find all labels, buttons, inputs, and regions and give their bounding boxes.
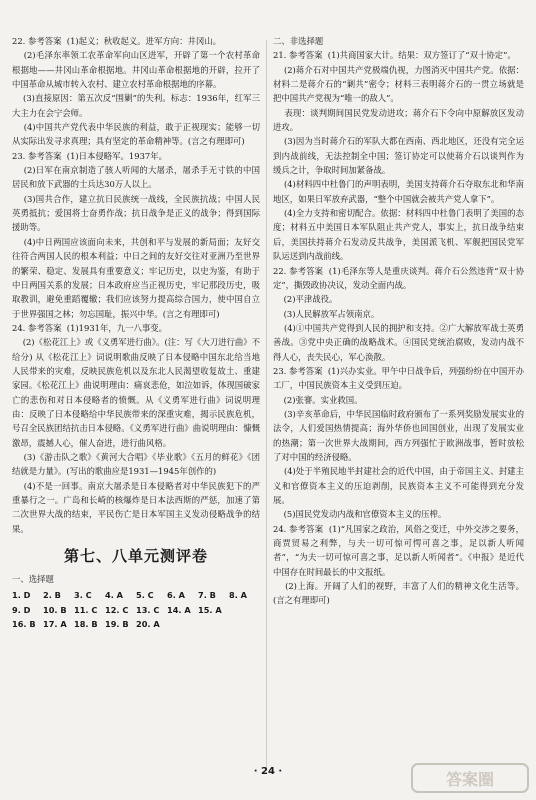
answer-paragraph: (3)辛亥革命后，中华民国临时政府颁布了一系列奖励发展实业的法令，人们爱国热情提高；海外华侨也回国创业，出现了发展实业的热潮；第一次世界大战期间，西方列强忙于欧洲战事，暂时放松了对中国的经济侵略。: [273, 408, 524, 462]
answer-paragraph: 23. 参考答案 (1)日本侵略军。1937年。: [12, 150, 167, 161]
choice-answer: 20. A: [136, 619, 160, 630]
choice-answer: 8. A: [229, 590, 247, 601]
answer-paragraph: (5)国民党发动内战和官僚资本主义的压榨。: [273, 509, 447, 520]
choice-answer: 6. A: [167, 590, 185, 601]
choice-answer: 5. C: [136, 590, 154, 601]
answer-paragraph: (4)不是一回事。南京大屠杀是日本侵略者对中华民族犯下的严重暴行之一。广岛和长崎的核爆炸是日本法西斯的严惩，加速了第二次世界大战的结束，平民伤亡是日本军国主义发动侵略战争的结果。: [12, 480, 260, 534]
answer-paragraph: (2)张謇。实业救国。: [273, 394, 363, 405]
choice-answer: 16. B: [12, 619, 36, 630]
answer-paragraph: (2)毛泽东率领工农革命军向山区进军，开辟了第一个农村革命根据地——井冈山革命根据地。井冈山革命根据地的开辟，拉开了中国革命从城市转入农村、建立农村革命根据地的序幕。: [12, 50, 260, 90]
watermark-text: 答案圈: [445, 770, 495, 789]
answer-paragraph: (4)中国共产党代表中华民族的利益，敢于正视现实；能够一切从实际出发寻求真理；具有坚定的革命精神等。(言之有理即可): [12, 122, 260, 147]
choice-answer: 3. C: [74, 590, 92, 601]
answer-paragraph: 24. 参考答案 (1)“凡国家之政治，风俗之变迁，中外交涉之要务，商贾贸易之利弊，与夫一切可惊可愕可喜之事，足以新人听闻者”，“为夫一切可惊可喜之事，足以新人听闻者”。《申报》是近代中国存在时间最长的中文报纸。: [273, 523, 524, 577]
answer-paragraph: (2)上海。开阔了人们的视野，丰富了人们的精神文化生活等。(言之有理即可): [273, 581, 524, 606]
choice-answer: 1. D: [12, 590, 31, 601]
answer-paragraph: 23. 参考答案 (1)兴办实业。甲午中日战争后，列强纷纷在中国开办工厂，中国民族资本主义受到压迫。: [273, 365, 524, 391]
answer-paragraph: (3)直接原因：第五次反“围剿”的失利。标志：1936年，红军三大主力在会宁会师。: [12, 93, 260, 118]
answer-paragraph: (2)《松花江上》或《义勇军进行曲》。(注：写《大刀进行曲》不给分) 从《松花江上》词说明歌曲反映了日本侵略中国东北给当地人民带来的灾难，反映民族危机以及东北人民渴望收复故土、重建家园。《松花江上》曲说明理由：痛哀悲伧，如泣如诉，体现国破家亡的悲伤和对日本侵略者的愤慨。从《义勇军进行曲》词说明理由：反映了日本侵略给中华民族带来的深重灾难，揭示民族危机，号召全民族团结抗击日本侵略。《义勇军进行曲》曲说明理由：慷慨激昂，震撼人心，催人奋进，进行曲风格。: [12, 337, 260, 448]
answer-paragraph: (4)中日两国应该面向未来，共创和平与发展的新局面；友好交往符合两国人民的根本利益；中日之间的友好交往对亚洲乃至世界的繁荣、稳定、发展具有重要意义；牢记历史，以史为鉴，有助于中日两国关系的发展；日本政府应当正视历史，牢记那段历史，吸取教训，避免重蹈覆辙；我们应该努力提高综合国力，使中国自立于世界强国之林；勿忘国耻，振兴中华。(言之有理即可): [12, 236, 260, 319]
choice-answer: 2. B: [43, 590, 61, 601]
choice-answer: 4. A: [105, 590, 123, 601]
answer-paragraph: (4)①中国共产党得到人民的拥护和支持。②广大解放军战士英勇善战。③党中央正确的战略战术。④国民党统治腐败，发动内战不得人心，丧失民心，军心涣散。: [273, 322, 524, 362]
answer-paragraph: (4)材料四中杜鲁门的声明表明，美国支持蒋介石夺取东北和华南地区，如果日军放弃武器，“整个中国就会被共产党人拿下”。: [273, 179, 524, 204]
choice-answer: 18. B: [74, 619, 98, 630]
answer-row: [12, 588, 260, 603]
answer-paragraph: (3)国共合作，建立抗日民族统一战线，全民族抗战；中国人民英勇抵抗；爱国将士奋勇作战；抗日战争是正义的战争；得到国际援助等。: [12, 193, 260, 233]
choice-answer: 9. D: [12, 604, 31, 615]
page-number: · 24 ·: [253, 766, 283, 777]
answer-paragraph: (2)平津战役。: [273, 294, 338, 305]
section-heading: 一、选择题: [12, 574, 54, 585]
choice-answer: 13. C: [136, 604, 160, 615]
answer-paragraph: (3)人民解放军占领南京。: [273, 308, 380, 319]
column-divider: [266, 40, 267, 770]
watermark-logo: [410, 760, 530, 796]
choice-answer: 17. A: [43, 619, 67, 630]
choice-answer: 14. A: [167, 604, 191, 615]
choice-answer-grid: [12, 588, 260, 632]
answer-paragraph: (4)处于半殖民地半封建社会的近代中国，由于帝国主义、封建主义和官僚资本主义的压迫剥削，民族资本主义不可能得到充分发展。: [273, 466, 524, 505]
choice-answer: 15. A: [198, 604, 222, 615]
left-column: [12, 34, 260, 632]
answer-paragraph: (3)因为当时蒋介石的军队大都在西南、西北地区，还没有完全运到内战前线，无法控制全中国；签订协定可以使蒋介石以谈判作为缓兵之计，争取时间加紧备战。: [273, 136, 524, 176]
answer-paragraph: (2)蒋介石对中国共产党极端仇视，力图消灭中国共产党。依据：材料二是蒋介石的“剿共”密令；材料三表明蒋介石的一贯立场就是把中国共产党视为“唯一的敌人”。: [273, 64, 524, 104]
right-column: [273, 34, 524, 608]
answer-paragraph: 24. 参考答案 (1)1931年，九一八事变。: [12, 322, 167, 333]
section-heading: 二、非选择题: [273, 36, 324, 46]
answer-paragraph: (4)全力支持和密切配合。依据：材料四中杜鲁门表明了美国的态度；材料五中美国日本军队阻止共产党人，事实上，抗日战争结束后，美国扶持蒋介石发动反共战争，美国派飞机、军舰把国民党军队运送到内战前线。: [273, 208, 524, 262]
answer-row: [12, 603, 260, 618]
answer-paragraph: 21. 参考答案 (1)共商国家大计。结果：双方签订了“双十协定”。: [273, 50, 516, 61]
answer-paragraph: 表现：谈判期间国民党发动进攻；蒋介石下令向中原解放区发动进攻。: [273, 107, 524, 133]
answer-paragraph: (2)日军在南京制造了骇人听闻的大屠杀，屠杀手无寸铁的中国居民和放下武器的士兵达30万人以上。: [12, 165, 260, 190]
answer-paragraph: (3)《游击队之歌》《黄河大合唱》《毕业歌》《五月的鲜花》《团结就是力量》。(写出的歌曲应是1931—1945年创作的): [12, 451, 260, 477]
choice-answer: 7. B: [198, 590, 216, 601]
unit-title: 第七、八单元测评卷: [63, 547, 208, 566]
answer-row: [12, 617, 260, 632]
choice-answer: 12. C: [105, 604, 129, 615]
answer-paragraph: 22. 参考答案 (1)起义；秋收起义。进军方向：井冈山。: [12, 36, 222, 46]
choice-answer: 19. B: [105, 619, 129, 630]
choice-answer: 11. C: [74, 604, 98, 615]
answer-paragraph: 22. 参考答案 (1)毛泽东等人是重庆谈判。蒋介石公然违背“双十协定”，撕毁政协决议，发动全面内战。: [273, 265, 524, 290]
choice-answer: 10. B: [43, 604, 67, 615]
